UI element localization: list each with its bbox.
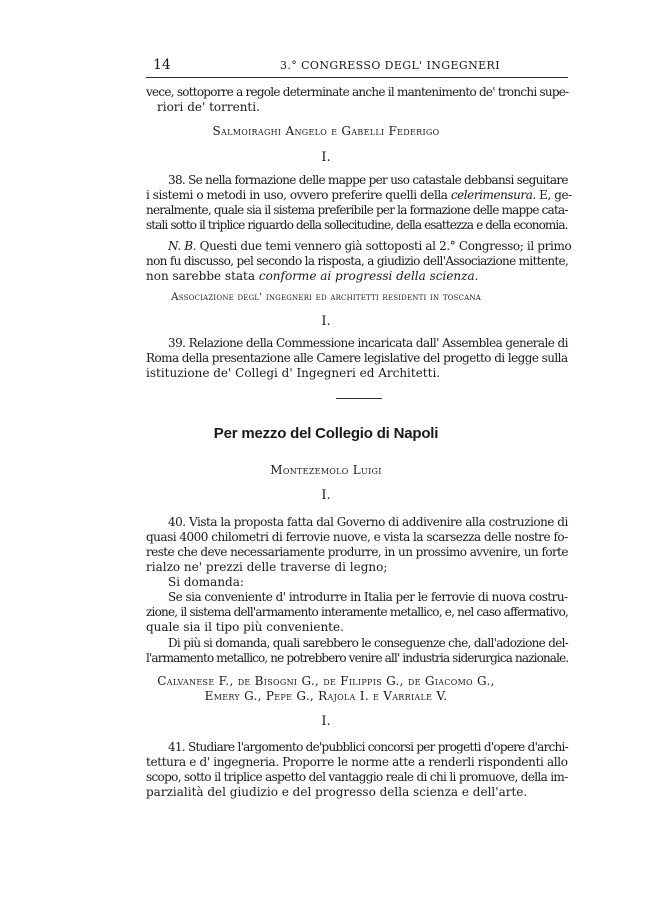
top-paragraph-line-2: riori de' torrenti. [157, 100, 260, 114]
item38-line-2-end: E, ge- [535, 188, 572, 202]
nb-line-1-text: Questi due temi vennero già sottoposti al 2.° Congresso; il primo [196, 239, 572, 253]
item39-line-1: 39. Relazione della Commessione incaricata dall' Assemblea generale di [168, 336, 568, 350]
section2-numeral: I. [321, 314, 331, 329]
running-title: 3.° CONGRESSO DEGL' INGEGNERI [280, 59, 500, 72]
header-rule [146, 77, 568, 78]
section3-authors: Montezemolo Luigi [270, 463, 382, 477]
nb-line-3-italic: conforme ai progressi della scienza. [258, 269, 479, 283]
item40-line-6: Se sia conveniente d' introdurre in Italia per le ferrovie di nuova costru- [168, 590, 568, 604]
item38-line-3: neralmente, quale sia il sistema preferibile per la formazione delle mappe cata- [146, 203, 568, 217]
section4-authors-line-1: Calvanese F., de Bisogni G., de Filippis G., de Giacomo G., [157, 674, 495, 688]
item40-line-2: quasi 4000 chilometri di ferrovie nuove, e vista la scarsezza delle nostre fo- [146, 530, 568, 544]
item39-line-3: istituzione de' Collegi d' Ingegneri ed Architetti. [146, 366, 441, 380]
item38-line-4: stali sotto il triplice riguardo della sollecitudine, della esattezza e della economia. [146, 218, 568, 232]
section1-authors: Salmoiraghi Angelo e Gabelli Federigo [212, 124, 440, 138]
item41-line-3: scopo, sotto il triplice aspetto del vantaggio reale di chi li promuove, della im- [146, 770, 568, 784]
item40-line-1: 40. Vista la proposta fatta dal Governo di addivenire alla costruzione di [168, 515, 568, 529]
section1-numeral: I. [321, 150, 331, 165]
section4-authors-line-2: Emery G., Pepe G., Rajola I. e Varriale V. [204, 689, 448, 703]
item41-line-4: parzialità del giudizio e del progresso della scienza e dell'arte. [146, 785, 528, 799]
section-divider [336, 398, 382, 399]
item40-line-3: reste che deve necessariamente produrre, in un prossimo avvenire, un forte [146, 545, 568, 559]
item41-line-1: 41. Studiare l'argomento de'pubblici concorsi per progetti d'opere d'archi- [168, 740, 568, 754]
nb-line-3 [146, 269, 568, 284]
section3-numeral: I. [321, 488, 331, 503]
nb-label: N. B. [168, 239, 197, 253]
section-heading: Per mezzo del Collegio di Napoli [213, 425, 439, 442]
top-paragraph-line-1: vece, sottoporre a regole determinate anche il mantenimento de' tronchi supe- [146, 85, 569, 99]
item40-line-9: Di più si domanda, quali sarebbero le conseguenze che, dall'adozione del- [168, 636, 569, 650]
item39-line-2: Roma della presentazione alle Camere legislative del progetto di legge sulla [146, 351, 568, 365]
item40-line-4: rialzo ne' prezzi delle traverse di legno; [146, 560, 388, 574]
nb-line-2: non fu discusso, pel secondo la risposta, a giudizio dell'Associazione mittente, [146, 254, 569, 268]
item38-line-2 [146, 188, 572, 203]
item40-line-8: quale sia il tipo più conveniente. [146, 620, 344, 634]
item40-line-10: l'armamento metallico, ne potrebbero venire all' industria siderurgica nazionale. [146, 651, 569, 665]
section4-numeral: I. [321, 714, 331, 729]
item38-line-1: 38. Se nella formazione delle mappe per uso catastale debbansi seguitare [168, 173, 568, 187]
item38-line-2-italic: celerimensura. [450, 188, 536, 202]
item40-line-7: zione, il sistema dell'armamento interamente metallico, e, nel caso affermativo, [146, 605, 569, 619]
item38-line-2-text: i sistemi o metodi in uso, ovvero preferire quelli della [146, 188, 451, 202]
item41-line-2: tettura e d' ingegneria. Proporre le norme atte a renderli rispondenti allo [146, 755, 568, 769]
page-number: 14 [153, 57, 171, 73]
section2-authors: Associazione degl' ingegneri ed architetti residenti in toscana [170, 291, 482, 303]
nb-line-3-text: non sarebbe stata [146, 269, 259, 283]
nb-line-1 [168, 239, 572, 254]
item40-line-5: Si domanda: [168, 575, 244, 589]
